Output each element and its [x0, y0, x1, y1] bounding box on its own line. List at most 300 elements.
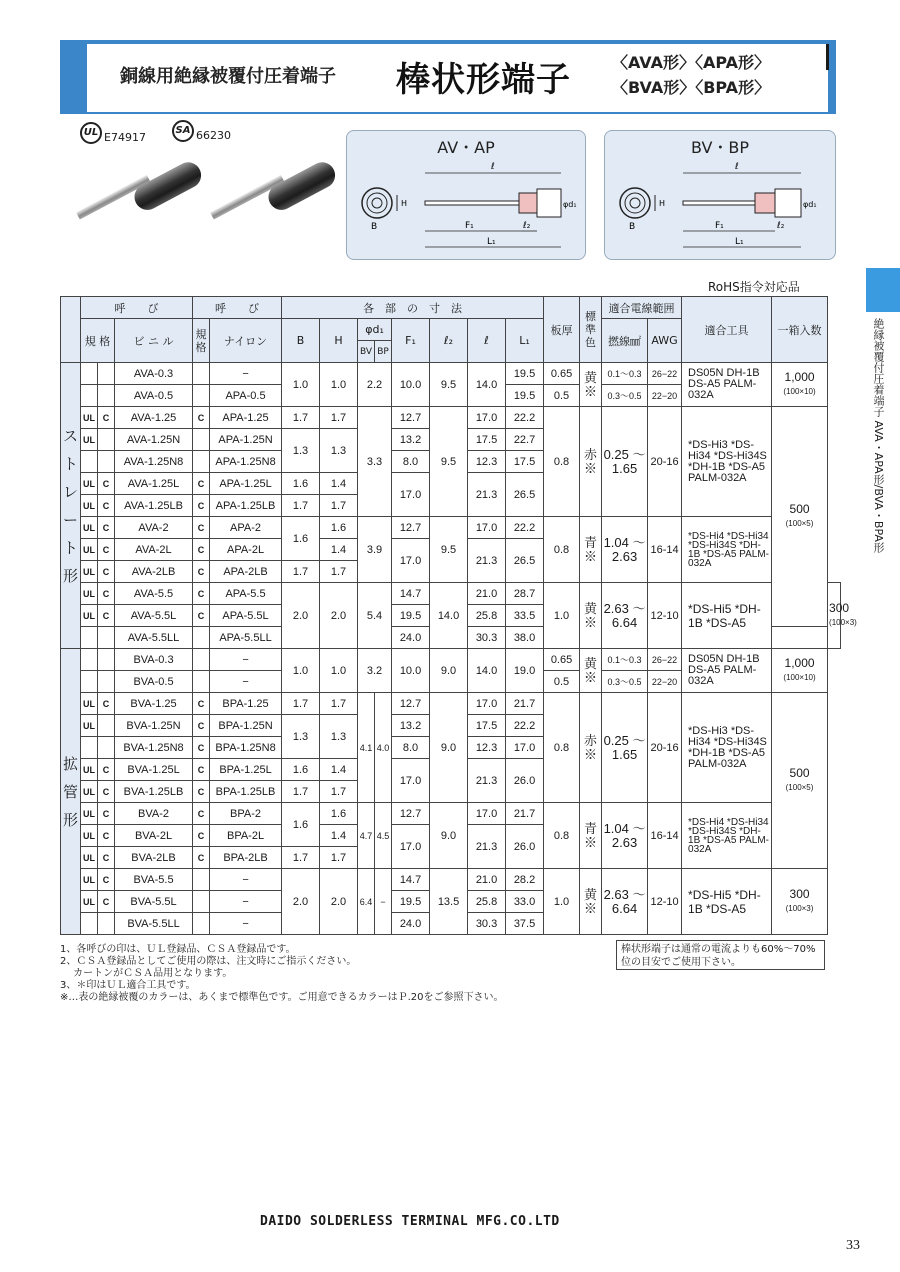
phi-header: φd₁ — [358, 319, 392, 341]
table-cell: 1.7 — [320, 693, 358, 715]
table-cell: 1.0 — [320, 649, 358, 693]
cert-mark: UL — [81, 495, 98, 517]
table-cell: 9.0 — [430, 649, 468, 693]
vinyl-code: AVA-0.3 — [115, 363, 193, 385]
table-cell: 1.6 — [282, 473, 320, 495]
diagram-title: BV・BP — [690, 138, 750, 157]
table-cell: 22.2 — [506, 407, 544, 429]
table-cell: 1.7 — [282, 561, 320, 583]
table-cell: APA-1.25 — [210, 407, 282, 429]
cert-mark: UL — [81, 561, 98, 583]
table-cell: APA-2LB — [210, 561, 282, 583]
table-cell: 1.0 — [544, 869, 580, 935]
table-cell — [81, 627, 98, 649]
product-photo-ava — [78, 160, 208, 250]
company-footer: DAIDO SOLDERLESS TERMINAL MFG.CO.LTD — [260, 1214, 560, 1229]
table-cell: BPA-1.25 — [210, 693, 282, 715]
table-cell: AVA-1.25LB — [115, 495, 193, 517]
qty-text: 300 — [789, 887, 810, 901]
cert-mark: C — [193, 759, 210, 781]
kikaku2-header: 規格 — [193, 319, 210, 363]
dim-d1-label: φd₁ — [803, 200, 817, 209]
yobi-header: 呼 び — [81, 297, 193, 319]
table-cell: 33.0 — [506, 891, 544, 913]
table-cell: 1.3 — [320, 715, 358, 759]
table-cell: 21.3 — [468, 473, 506, 517]
table-cell: 30.3 — [468, 627, 506, 649]
table-cell: 9.5 — [430, 407, 468, 517]
table-cell: 19.0 — [506, 649, 544, 693]
dim-f1-label: F₁ — [715, 221, 724, 231]
cert-mark: UL — [81, 517, 98, 539]
side-tab — [866, 268, 900, 312]
table-cell: 1.7 — [282, 495, 320, 517]
table-cell: 17.5 — [468, 429, 506, 451]
table-cell: BVA-1.25N8 — [115, 737, 193, 759]
cert-mark: C — [98, 781, 115, 803]
table-cell — [81, 363, 98, 385]
table-cell: BVA-1.25L — [115, 759, 193, 781]
table-cell: APA-1.25L — [210, 473, 282, 495]
table-cell: 21.3 — [468, 759, 506, 803]
table-cell: 4.7 — [358, 803, 375, 869]
table-cell: 8.0 — [392, 737, 430, 759]
table-cell: 赤※ — [580, 693, 602, 803]
table-cell: 0.8 — [544, 803, 580, 869]
table-cell: 14.7 — [392, 583, 430, 605]
page-subtitle: 銅線用絶縁被覆付圧着端子 — [120, 66, 336, 87]
table-cell: 0.65 — [544, 363, 580, 385]
cert-mark: C — [98, 539, 115, 561]
cert-mark: C — [98, 825, 115, 847]
csa-logo-icon: SA — [172, 120, 194, 142]
table-cell: 青※ — [580, 803, 602, 869]
bp-header: BP — [375, 341, 392, 363]
cert-mark: C — [193, 693, 210, 715]
table-cell: 1.4 — [320, 473, 358, 495]
table-cell: 1.6 — [320, 517, 358, 539]
table-cell: 0.1〜0.3 — [602, 649, 648, 671]
qty-text: 1,000 — [784, 370, 815, 384]
cert-mark: C — [193, 561, 210, 583]
diagram-drawing — [347, 151, 587, 261]
cert-mark: C — [193, 473, 210, 495]
l-header: ℓ — [468, 319, 506, 363]
page-title: 棒状形端子 — [396, 60, 571, 100]
dim-L1-label: L₁ — [487, 237, 496, 247]
table-cell: 12-10 — [648, 869, 682, 935]
table-cell: 1.4 — [320, 759, 358, 781]
diagram-drawing — [605, 151, 837, 261]
tool-cell: DS05N DH-1B DS-A5 PALM-032A — [682, 363, 772, 407]
table-cell — [98, 649, 115, 671]
table-cell — [193, 429, 210, 451]
table-cell: 33.5 — [506, 605, 544, 627]
table-cell: 26−22 — [648, 363, 682, 385]
cert-mark: UL — [81, 847, 98, 869]
cert-mark: UL — [81, 715, 98, 737]
table-cell: 13.2 — [392, 715, 430, 737]
dim-L1-label: L₁ — [735, 237, 744, 247]
cert-mark: UL — [81, 803, 98, 825]
cert-mark: UL — [81, 891, 98, 913]
table-cell — [81, 649, 98, 671]
table-cell: 21.7 — [506, 803, 544, 825]
cert-mark: UL — [81, 583, 98, 605]
table-cell: 2.63 〜 6.64 — [602, 583, 648, 649]
page-number: 33 — [846, 1238, 860, 1253]
diagram-bv-bp — [604, 130, 836, 260]
table-cell: AVA-2LB — [115, 561, 193, 583]
table-cell: 5.4 — [358, 583, 392, 649]
table-cell: 黄※ — [580, 583, 602, 649]
table-cell: 2.2 — [358, 363, 392, 407]
dim-l-label: ℓ — [735, 162, 739, 172]
table-cell: 9.5 — [430, 517, 468, 583]
yobi-header: 呼 び — [193, 297, 282, 319]
tool-header: 適合工具 — [682, 297, 772, 363]
table-cell: APA-2L — [210, 539, 282, 561]
table-cell: 黄※ — [580, 649, 602, 693]
table-cell: 28.7 — [506, 583, 544, 605]
table-cell — [98, 385, 115, 407]
product-photo-apa — [212, 160, 342, 250]
h-header: H — [320, 319, 358, 363]
table-cell: AVA-1.25 — [115, 407, 193, 429]
table-cell: 21.3 — [468, 539, 506, 583]
table-cell: 26.0 — [506, 759, 544, 803]
table-cell: 17.5 — [468, 715, 506, 737]
table-cell: 9.5 — [430, 363, 468, 407]
types-line-1: 〈AVA形〉〈APA形〉 — [612, 53, 771, 72]
table-cell: 1.7 — [320, 847, 358, 869]
table-cell: 1.6 — [282, 759, 320, 781]
table-cell: 12.7 — [392, 407, 430, 429]
cert-mark: C — [98, 605, 115, 627]
table-cell: BVA-2LB — [115, 847, 193, 869]
table-cell: 1.4 — [320, 539, 358, 561]
table-cell — [193, 913, 210, 935]
corner-cell — [61, 297, 81, 363]
cert-mark: C — [98, 803, 115, 825]
cert-mark: C — [193, 583, 210, 605]
table-cell: DS05N DH-1B DS-A5 PALM-032A — [682, 649, 772, 693]
table-cell: 1.7 — [282, 407, 320, 429]
cert-mark: C — [98, 847, 115, 869]
table-cell: 26−22 — [648, 649, 682, 671]
dim-h-label: H — [659, 199, 666, 208]
cert-mark: C — [98, 869, 115, 891]
table-cell: 13.2 — [392, 429, 430, 451]
table-cell: 8.0 — [392, 451, 430, 473]
dim-b-label: B — [371, 222, 378, 232]
table-cell: 24.0 — [392, 913, 430, 935]
bv-header: BV — [358, 341, 375, 363]
table-cell: 2.0 — [320, 583, 358, 649]
qty-text: (100×3) — [785, 904, 814, 913]
table-cell: 9.0 — [430, 693, 468, 803]
table-cell: 1.7 — [282, 847, 320, 869]
vinyl-header: ビ ニ ル — [115, 319, 193, 363]
table-cell: BVA-1.25N — [115, 715, 193, 737]
table-cell: 22−20 — [648, 671, 682, 693]
dim-f1-label: F₁ — [465, 221, 474, 231]
table-cell: AVA-2 — [115, 517, 193, 539]
vinyl-code: AVA-0.5 — [115, 385, 193, 407]
table-cell: 3.9 — [358, 517, 392, 583]
table-cell: 14.0 — [430, 583, 468, 649]
group-label-straight: ストレート形 — [61, 363, 81, 649]
side-label: 絶縁被覆付圧着端子 AVA・APA形/BVA・BPA形 — [872, 318, 885, 553]
cert-mark: UL — [81, 605, 98, 627]
l2-header: ℓ₂ — [430, 319, 468, 363]
table-cell: AVA-1.25L — [115, 473, 193, 495]
table-cell: 17.0 — [392, 825, 430, 869]
table-cell: BVA-2L — [115, 825, 193, 847]
spec-table — [60, 296, 857, 935]
table-cell: BPA-1.25LB — [210, 781, 282, 803]
table-cell — [772, 407, 828, 627]
table-cell: BVA-5.5L — [115, 891, 193, 913]
cert-mark: C — [193, 737, 210, 759]
table-cell — [98, 363, 115, 385]
table-cell: 1.0 — [320, 363, 358, 407]
note-2: 2、ＣＳＡ登録品としてご使用の際は、注文時にご指示ください。 — [60, 956, 357, 967]
table-cell — [98, 715, 115, 737]
cert-mark: C — [193, 781, 210, 803]
table-cell: 2.0 — [282, 869, 320, 935]
table-cell: BPA-1.25N8 — [210, 737, 282, 759]
table-cell: 1.4 — [320, 825, 358, 847]
table-cell: 1.6 — [320, 803, 358, 825]
table-cell: 12.3 — [468, 737, 506, 759]
table-cell — [98, 627, 115, 649]
table-cell: 黄※ — [580, 869, 602, 935]
table-cell: 1.0 — [282, 649, 320, 693]
table-cell: 30.3 — [468, 913, 506, 935]
dim-h-label: H — [401, 199, 408, 208]
table-cell: 赤※ — [580, 407, 602, 517]
cert-mark: UL — [81, 781, 98, 803]
qty-text: 1,000 — [784, 656, 815, 670]
table-cell: APA-2 — [210, 517, 282, 539]
table-cell: 21.3 — [468, 825, 506, 869]
cert-mark: C — [98, 517, 115, 539]
table-cell: 20-16 — [648, 693, 682, 803]
table-cell — [98, 671, 115, 693]
table-cell: BPA-2LB — [210, 847, 282, 869]
qty-text: (100×5) — [785, 783, 814, 792]
table-cell — [98, 429, 115, 451]
table-cell: APA-5.5 — [210, 583, 282, 605]
cert-mark: UL — [81, 539, 98, 561]
table-cell: 17.0 — [506, 737, 544, 759]
table-cell: 青※ — [580, 517, 602, 583]
f1-header: F₁ — [392, 319, 430, 363]
cert-mark: C — [193, 803, 210, 825]
table-cell: AVA-2L — [115, 539, 193, 561]
qty-text: (100×10) — [783, 387, 816, 396]
table-cell: BVA-5.5LL — [115, 913, 193, 935]
cert-mark: UL — [81, 759, 98, 781]
table-cell: 22.7 — [506, 429, 544, 451]
cert-mark: UL — [81, 869, 98, 891]
table-cell: 0.1〜0.3 — [602, 363, 648, 385]
mm2-header: 撚線㎟ — [602, 319, 648, 363]
ul-logo-icon: UL — [80, 122, 102, 144]
table-cell: 12.7 — [392, 517, 430, 539]
table-row — [61, 583, 841, 605]
wire-header: 適合電線範囲 — [602, 297, 682, 319]
table-cell: 1.7 — [320, 781, 358, 803]
table-cell: 0.8 — [544, 693, 580, 803]
table-cell: BVA-2 — [115, 803, 193, 825]
table-cell: APA-1.25N8 — [210, 451, 282, 473]
table-cell — [772, 693, 828, 869]
table-row — [61, 869, 841, 891]
table-cell — [193, 891, 210, 913]
table-cell: − — [210, 891, 282, 913]
table-cell: 1.0 — [544, 583, 580, 649]
table-cell: AVA-5.5L — [115, 605, 193, 627]
table-row — [61, 517, 841, 539]
table-cell: APA-5.5L — [210, 605, 282, 627]
table-cell: − — [210, 869, 282, 891]
table-cell: BPA-2 — [210, 803, 282, 825]
table-cell: − — [375, 869, 392, 935]
table-cell: 26.5 — [506, 539, 544, 583]
table-cell: 0.5 — [544, 671, 580, 693]
table-cell: BVA-0.5 — [115, 671, 193, 693]
cert-mark: C — [98, 693, 115, 715]
table-cell: *DS-Hi4 *DS-Hi34 *DS-Hi34S *DH-1B *DS-A5 PALM-032A — [682, 803, 772, 869]
table-cell — [81, 451, 98, 473]
nylon-header: ナイロン — [210, 319, 282, 363]
current-note-box: 棒状形端子は通常の電流よりも60%〜70%位の目安でご使用下さい。 — [616, 940, 825, 970]
table-row — [61, 649, 841, 671]
table-cell: BVA-5.5 — [115, 869, 193, 891]
table-cell — [193, 671, 210, 693]
cert-mark: C — [98, 759, 115, 781]
table-cell: AVA-5.5LL — [115, 627, 193, 649]
table-cell: AVA-1.25N — [115, 429, 193, 451]
table-cell — [98, 451, 115, 473]
dim-l2-label: ℓ₂ — [523, 221, 531, 231]
nylon-code: APA-0.5 — [210, 385, 282, 407]
table-cell: 2.63 〜 6.64 — [602, 869, 648, 935]
table-cell: 3.2 — [358, 649, 392, 693]
table-cell: 0.3〜0.5 — [602, 671, 648, 693]
kikaku-header: 規 格 — [81, 319, 115, 363]
table-cell: − — [210, 649, 282, 671]
table-cell: 1.04 〜 2.63 — [602, 803, 648, 869]
table-cell: 4.5 — [375, 803, 392, 869]
b-header: B — [282, 319, 320, 363]
table-cell — [81, 385, 98, 407]
table-cell: 6.4 — [358, 869, 375, 935]
table-cell: 1.7 — [282, 693, 320, 715]
cert-mark: C — [193, 539, 210, 561]
table-cell: 0.8 — [544, 407, 580, 517]
table-cell: 12.3 — [468, 451, 506, 473]
table-cell: 20-16 — [648, 407, 682, 517]
table-cell: AVA-5.5 — [115, 583, 193, 605]
cert-mark: C — [98, 473, 115, 495]
qty-text: 300 — [829, 601, 850, 615]
table-cell: 0.3〜0.5 — [602, 385, 648, 407]
L1-header: L₁ — [506, 319, 544, 363]
cert-mark: C — [193, 847, 210, 869]
qty-text: 500 — [789, 502, 810, 516]
table-cell: 12.7 — [392, 693, 430, 715]
rohs-label: RoHS指令対応品 — [708, 280, 800, 294]
types-line-2: 〈BVA形〉〈BPA形〉 — [612, 78, 771, 97]
table-cell — [772, 869, 828, 935]
cert-mark: C — [193, 407, 210, 429]
table-cell — [98, 913, 115, 935]
csa-mark: C — [98, 407, 115, 429]
csa-number: 66230 — [196, 129, 231, 142]
table-cell: BPA-1.25L — [210, 759, 282, 781]
table-cell — [772, 649, 828, 693]
note-3: 3、＊印はＵＬ適合工具です。 — [60, 980, 196, 991]
diagram-av-ap — [346, 130, 586, 260]
color-header: 標準色 — [580, 297, 602, 363]
table-cell: 4.0 — [375, 693, 392, 803]
table-cell — [193, 649, 210, 671]
table-cell: 17.5 — [506, 451, 544, 473]
table-cell: 1.3 — [282, 715, 320, 759]
table-cell: 25.8 — [468, 891, 506, 913]
title-tick — [826, 44, 829, 70]
table-cell — [81, 913, 98, 935]
table-cell: 10.0 — [392, 363, 430, 407]
table-cell: 24.0 — [392, 627, 430, 649]
table-cell: 28.2 — [506, 869, 544, 891]
table-cell: *DS-Hi5 *DH-1B *DS-A5 — [682, 869, 772, 935]
table-cell: 1.04 〜 2.63 — [602, 517, 648, 583]
awg-header: AWG — [648, 319, 682, 363]
table-cell: 2.0 — [320, 869, 358, 935]
dim-l2-label: ℓ₂ — [777, 221, 785, 231]
table-cell — [772, 363, 828, 407]
table-cell: 2.0 — [282, 583, 320, 649]
group-label-expanded: 拡管形 — [61, 649, 81, 935]
qty-header: 一箱入数 — [772, 297, 828, 363]
table-cell: AVA-1.25N8 — [115, 451, 193, 473]
table-cell — [193, 363, 210, 385]
table-cell: 37.5 — [506, 913, 544, 935]
nylon-code: − — [210, 363, 282, 385]
table-cell: 9.0 — [430, 803, 468, 869]
table-cell: 17.0 — [392, 539, 430, 583]
cert-mark: UL — [81, 473, 98, 495]
table-cell — [193, 869, 210, 891]
table-cell: 21.0 — [468, 869, 506, 891]
table-row — [61, 363, 841, 385]
dim-b-label: B — [629, 222, 636, 232]
table-row — [61, 693, 841, 715]
table-cell: 19.5 — [506, 363, 544, 385]
table-cell: 25.8 — [468, 605, 506, 627]
cert-mark: C — [193, 825, 210, 847]
table-cell — [81, 671, 98, 693]
thickness-header: 板厚 — [544, 297, 580, 363]
table-cell: 21.0 — [468, 583, 506, 605]
cert-mark: C — [193, 605, 210, 627]
table-cell: *DS-Hi4 *DS-Hi34 *DS-Hi34S *DH-1B *DS-A5 PALM-032A — [682, 517, 772, 583]
cert-mark: C — [193, 715, 210, 737]
